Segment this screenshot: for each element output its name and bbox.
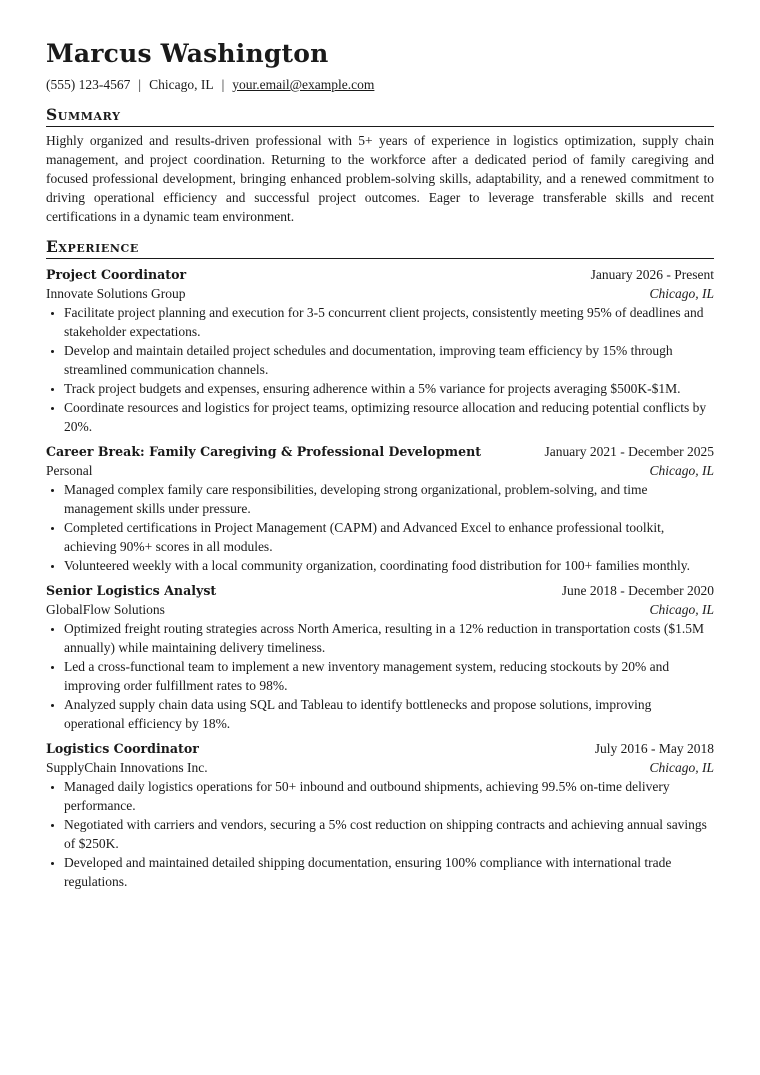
job-bullet: • Led a cross-functional team to implement a new inventory management system, reducing stockouts by 20% and improving order fulfillment rates to 98%. (64, 657, 714, 695)
job-company: Innovate Solutions Group (46, 286, 186, 301)
job-bullet: • Optimized freight routing strategies across North America, resulting in a 12% reduction in transportation costs ($1.5M annually) while maintaining delivery timeliness. (64, 619, 714, 657)
job-bullet-list (46, 777, 714, 891)
job-title: Logistics Coordinator (46, 741, 199, 756)
job-company: GlobalFlow Solutions (46, 602, 165, 617)
summary-heading: Summary (46, 106, 714, 127)
job-bullet: • Developed and maintained detailed shipping documentation, ensuring 100% compliance with international trade regulations. (64, 853, 714, 891)
job-header-row (46, 581, 714, 600)
job-bullet: • Develop and maintain detailed project schedules and documentation, improving team efficiency by 15% through streamlined communication channels. (64, 341, 714, 379)
location: Chicago, IL (149, 77, 214, 92)
job-bullet-list (46, 303, 714, 436)
job-bullet-list (46, 480, 714, 575)
experience-heading: Experience (46, 238, 714, 259)
phone-number: (555) 123-4567 (46, 77, 131, 92)
job-company-row (46, 461, 714, 480)
job-bullet-list (46, 619, 714, 733)
job-bullet: • Coordinate resources and logistics for project teams, optimizing resource allocation and reducing potential conflicts by 20%. (64, 398, 714, 436)
summary-text: Highly organized and results-driven professional with 5+ years of experience in logistics optimization, supply chain management, and project coordination. Returning to the workforce after a dedicated period of family caregiving and focused professional development, bringing enhanced problem-solving skills, adaptability, and a renewed commitment to driving operational efficiency and successful project outcomes. Eager to leverage transferable skills and recent certifications in a dynamic team environment. (46, 133, 714, 224)
job-bullet: • Analyzed supply chain data using SQL and Tableau to identify bottlenecks and propose solutions, improving operational efficiency by 18%. (64, 695, 714, 733)
job-dates: January 2021 - December 2025 (544, 444, 714, 459)
job-title: Project Coordinator (46, 267, 187, 282)
job-entry (46, 739, 714, 891)
job-bullet: • Track project budgets and expenses, ensuring adherence within a 5% variance for projects averaging $500K-$1M. (64, 379, 714, 398)
email-link[interactable]: your.email@example.com (232, 77, 375, 92)
separator: | (138, 77, 142, 92)
job-bullet: • Completed certifications in Project Management (CAPM) and Advanced Excel to enhance professional toolkit, achieving 90%+ scores in all modules. (64, 518, 714, 556)
job-location: Chicago, IL (649, 760, 714, 775)
job-bullet: • Facilitate project planning and execution for 3-5 concurrent client projects, consistently meeting 95% of deadlines and stakeholder expectations. (64, 303, 714, 341)
job-bullet: • Volunteered weekly with a local community organization, coordinating food distribution for 100+ families monthly. (64, 556, 714, 575)
job-location: Chicago, IL (649, 286, 714, 301)
separator: | (221, 77, 225, 92)
job-company: Personal (46, 463, 93, 478)
job-company-row (46, 758, 714, 777)
job-header-row (46, 265, 714, 284)
job-location: Chicago, IL (649, 463, 714, 478)
job-dates: July 2016 - May 2018 (594, 741, 714, 756)
job-bullet: • Managed daily logistics operations for 50+ inbound and outbound shipments, achieving 99.5% on-time delivery performance. (64, 777, 714, 815)
job-header-row (46, 442, 714, 461)
job-dates: June 2018 - December 2020 (561, 583, 714, 598)
job-company: SupplyChain Innovations Inc. (46, 760, 208, 775)
job-title: Senior Logistics Analyst (46, 583, 217, 598)
job-title: Career Break: Family Caregiving & Professional Development (46, 444, 482, 459)
job-company-row (46, 284, 714, 303)
contact-line (46, 76, 714, 94)
experience-list (46, 265, 714, 891)
candidate-name: Marcus Washington (46, 39, 329, 68)
job-bullet: • Managed complex family care responsibilities, developing strong organizational, problem-solving, and time management skills under pressure. (64, 480, 714, 518)
job-dates: January 2026 - Present (590, 267, 714, 282)
job-entry (46, 581, 714, 733)
job-header-row (46, 739, 714, 758)
job-entry (46, 265, 714, 436)
job-company-row (46, 600, 714, 619)
job-entry (46, 442, 714, 575)
job-location: Chicago, IL (649, 602, 714, 617)
job-bullet: • Negotiated with carriers and vendors, securing a 5% cost reduction on shipping contracts and achieving annual savings of $250K. (64, 815, 714, 853)
